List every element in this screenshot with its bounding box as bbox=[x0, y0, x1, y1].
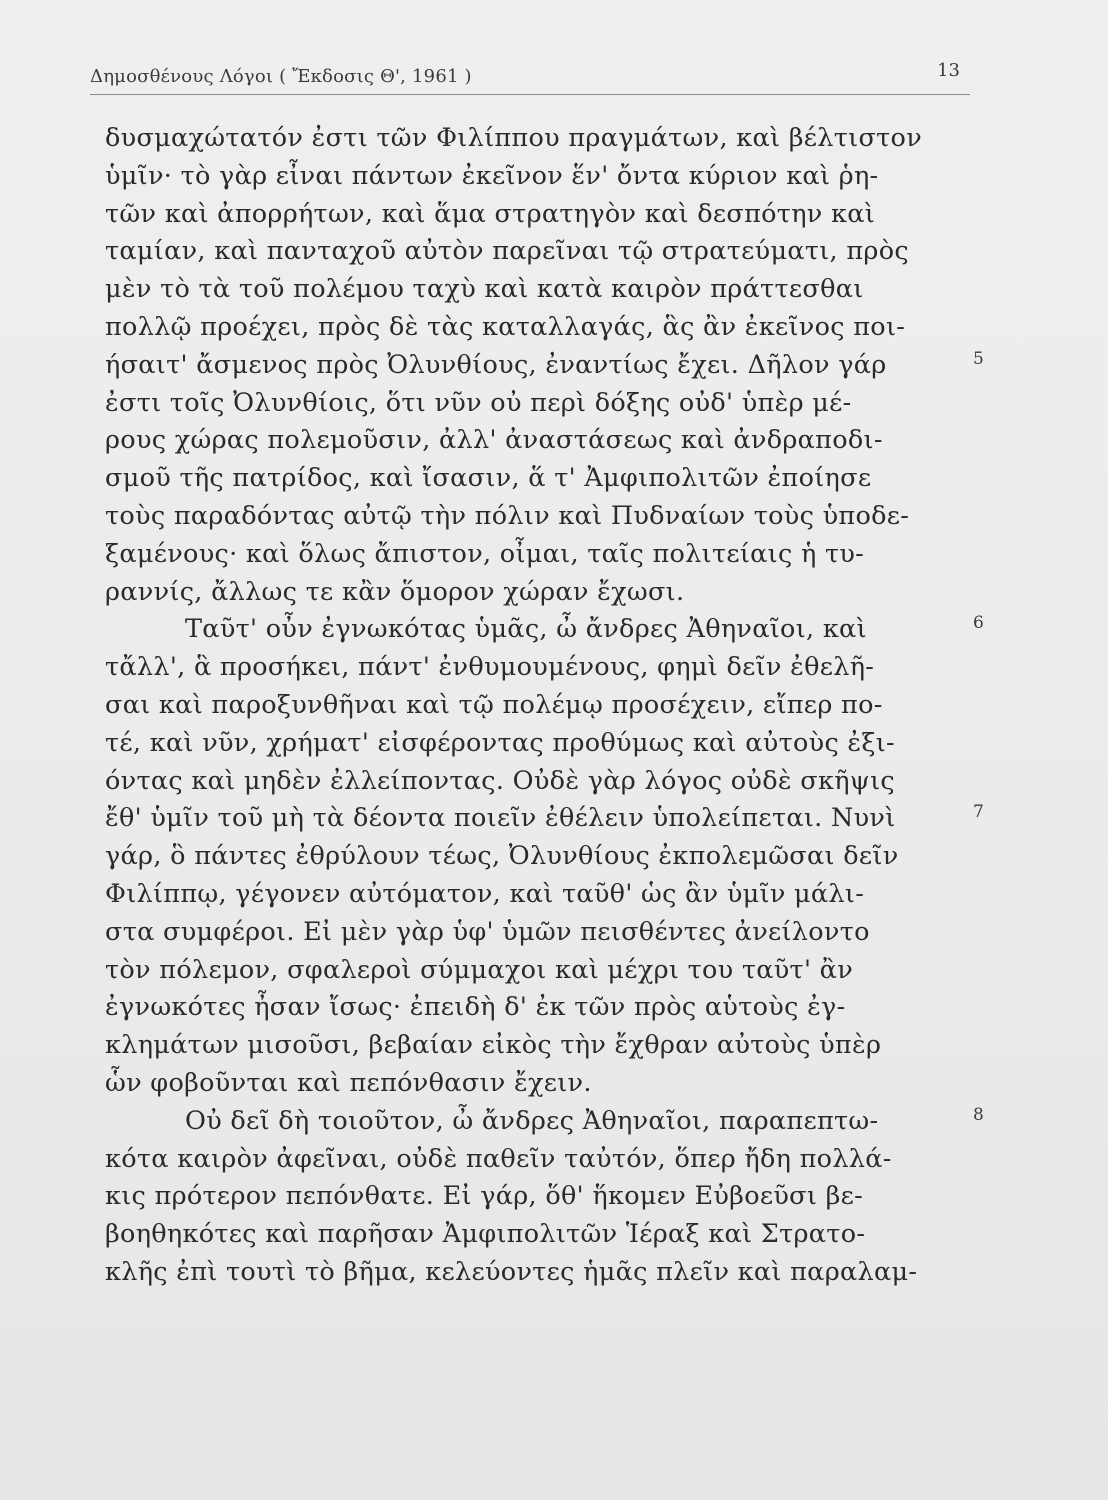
text-line bbox=[105, 498, 965, 536]
text-line bbox=[105, 725, 965, 763]
line-text: τὸν πόλεμον, σφαλεροὶ σύμμαχοι καὶ μέχρι του ταῦτ' ἂν bbox=[105, 954, 854, 985]
line-text: κότα καιρὸν ἀφεῖναι, οὐδὲ παθεῖν ταὐτόν, ὅπερ ἤδη πολλά- bbox=[105, 1143, 892, 1174]
text-line bbox=[105, 800, 984, 838]
line-text: ρους χώρας πολεμοῦσιν, ἀλλ' ἀναστάσεως καὶ ἀνδραποδι- bbox=[105, 425, 883, 456]
line-text: όντας καὶ μηδὲν ἐλλείποντας. Οὐδὲ γὰρ λόγος οὐδὲ σκῆψις bbox=[105, 765, 895, 796]
line-text: ἐστι τοῖς Ὀλυνθίοις, ὅτι νῦν οὐ περὶ δόξης οὐδ' ὑπὲρ μέ- bbox=[105, 387, 852, 418]
line-text: σμοῦ τῆς πατρίδος, καὶ ἴσασιν, ἅ τ' Ἀμφιπολιτῶν ἐποίησε bbox=[105, 463, 872, 494]
text-line bbox=[105, 460, 965, 498]
text-line bbox=[105, 385, 965, 423]
line-text: κλῆς ἐπὶ τουτὶ τὸ βῆμα, κελεύοντες ἡμᾶς πλεῖν καὶ παραλαμ- bbox=[105, 1256, 918, 1287]
line-text: ταμίαν, καὶ πανταχοῦ αὐτὸν παρεῖναι τῷ στρατεύματι, πρὸς bbox=[105, 236, 909, 267]
line-text: τοὺς παραδόντας αὐτῷ τὴν πόλιν καὶ Πυδναίων τοὺς ὑποδε- bbox=[105, 500, 910, 531]
text-line bbox=[105, 1065, 965, 1103]
text-line bbox=[105, 1254, 965, 1292]
text-line bbox=[105, 422, 965, 460]
section-number: 7 bbox=[973, 802, 984, 823]
text-line bbox=[105, 158, 965, 196]
text-line bbox=[105, 1027, 965, 1065]
text-line bbox=[105, 233, 965, 271]
line-text: γάρ, ὃ πάντες ἐθρύλουν τέως, Ὀλυνθίους ἐκπολεμῶσαι δεῖν bbox=[105, 841, 899, 872]
text-line bbox=[105, 952, 965, 990]
line-text: ήσαιτ' ἄσμενος πρὸς Ὀλυνθίους, ἐναντίως ἔχει. Δῆλον γάρ bbox=[105, 349, 887, 380]
line-text: Φιλίππῳ, γέγονεν αὐτόματον, καὶ ταῦθ' ὡς ἂν ὑμῖν μάλι- bbox=[105, 878, 865, 909]
page-header bbox=[90, 60, 970, 104]
line-text: μὲν τὸ τὰ τοῦ πολέμου ταχὺ καὶ κατὰ καιρὸν πράττεσθαι bbox=[105, 274, 864, 305]
line-text: ραννίς, ἄλλως τε κἂν ὅμορον χώραν ἔχωσι. bbox=[105, 576, 685, 607]
text-line bbox=[105, 196, 965, 234]
text-line bbox=[105, 1141, 965, 1179]
text-line bbox=[105, 649, 965, 687]
line-text: Οὐ δεῖ δὴ τοιοῦτον, ὦ ἄνδρες Ἀθηναῖοι, παραπεπτω- bbox=[185, 1105, 879, 1136]
line-text: κις πρότερον πεπόνθατε. Εἰ γάρ, ὅθ' ἥκομεν Εὐβοεῦσι βε- bbox=[105, 1181, 864, 1212]
text-line bbox=[105, 611, 984, 649]
section-number: 6 bbox=[973, 613, 984, 634]
text-line bbox=[105, 1178, 965, 1216]
line-text: σαι καὶ παροξυνθῆναι καὶ τῷ πολέμῳ προσέχειν, εἴπερ πο- bbox=[105, 689, 883, 720]
line-text: βοηθηκότες καὶ παρῆσαν Ἀμφιπολιτῶν Ἱέραξ καὶ Στρατο- bbox=[105, 1219, 866, 1250]
text-line bbox=[105, 309, 965, 347]
line-text: ὧν φοβοῦνται καὶ πεπόνθασιν ἔχειν. bbox=[105, 1067, 592, 1098]
text-line bbox=[105, 120, 965, 158]
page-number: 13 bbox=[937, 60, 960, 81]
text-line bbox=[105, 347, 984, 385]
text-line bbox=[105, 271, 965, 309]
line-text: ὑμῖν· τὸ γὰρ εἶναι πάντων ἐκεῖνον ἕν' ὄντα κύριον καὶ ῥη- bbox=[105, 160, 879, 191]
line-text: πολλῷ προέχει, πρὸς δὲ τὰς καταλλαγάς, ἃς ἂν ἐκεῖνος ποι- bbox=[105, 311, 906, 342]
running-head: Δημοσθένους Λόγοι ( Ἔκδοσις Θ', 1961 ) bbox=[90, 66, 472, 87]
line-text: τέ, καὶ νῦν, χρήματ' εἰσφέροντας προθύμως καὶ αὐτοὺς ἐξι- bbox=[105, 727, 895, 758]
line-text: δυσμαχώτατόν ἐστι τῶν Φιλίππου πραγμάτων, καὶ βέλτιστον bbox=[105, 123, 923, 153]
text-line bbox=[105, 536, 965, 574]
text-line bbox=[105, 1103, 984, 1141]
text-line bbox=[105, 838, 965, 876]
text-line bbox=[105, 687, 965, 725]
line-text: στα συμφέροι. Εἰ μὲν γὰρ ὑφ' ὑμῶν πεισθέντες ἀνείλοντο bbox=[105, 916, 870, 947]
line-text: ξαμένους· καὶ ὅλως ἄπιστον, οἶμαι, ταῖς πολιτείαις ἡ τυ- bbox=[105, 538, 865, 569]
line-text: ἐγνωκότες ἦσαν ἴσως· ἐπειδὴ δ' ἐκ τῶν πρὸς αὑτοὺς ἐγ- bbox=[105, 992, 846, 1023]
section-number: 8 bbox=[973, 1104, 984, 1125]
line-text: Ταῦτ' οὖν ἐγνωκότας ὑμᾶς, ὦ ἄνδρες Ἀθηναῖοι, καὶ bbox=[185, 614, 867, 645]
line-text: τῶν καὶ ἀπορρήτων, καὶ ἅμα στρατηγὸν καὶ δεσπότην καὶ bbox=[105, 198, 876, 229]
line-text: ἔθ' ὑμῖν τοῦ μὴ τὰ δέοντα ποιεῖν ἐθέλειν ὑπολείπεται. Νυνὶ bbox=[105, 803, 896, 834]
text-line bbox=[105, 914, 965, 952]
section-number: 5 bbox=[973, 348, 984, 369]
line-text: κλημάτων μισοῦσι, βεβαίαν εἰκὸς τὴν ἔχθραν αὐτοὺς ὑπὲρ bbox=[105, 1030, 882, 1061]
text-line bbox=[105, 876, 965, 914]
body-text bbox=[105, 120, 984, 1292]
header-rule bbox=[90, 94, 970, 95]
text-line bbox=[105, 763, 965, 801]
line-text: τἄλλ', ἃ προσήκει, πάντ' ἐνθυμουμένους, φημὶ δεῖν ἐθελῆ- bbox=[105, 652, 875, 683]
text-line bbox=[105, 574, 965, 612]
text-line bbox=[105, 989, 965, 1027]
text-line bbox=[105, 1216, 965, 1254]
